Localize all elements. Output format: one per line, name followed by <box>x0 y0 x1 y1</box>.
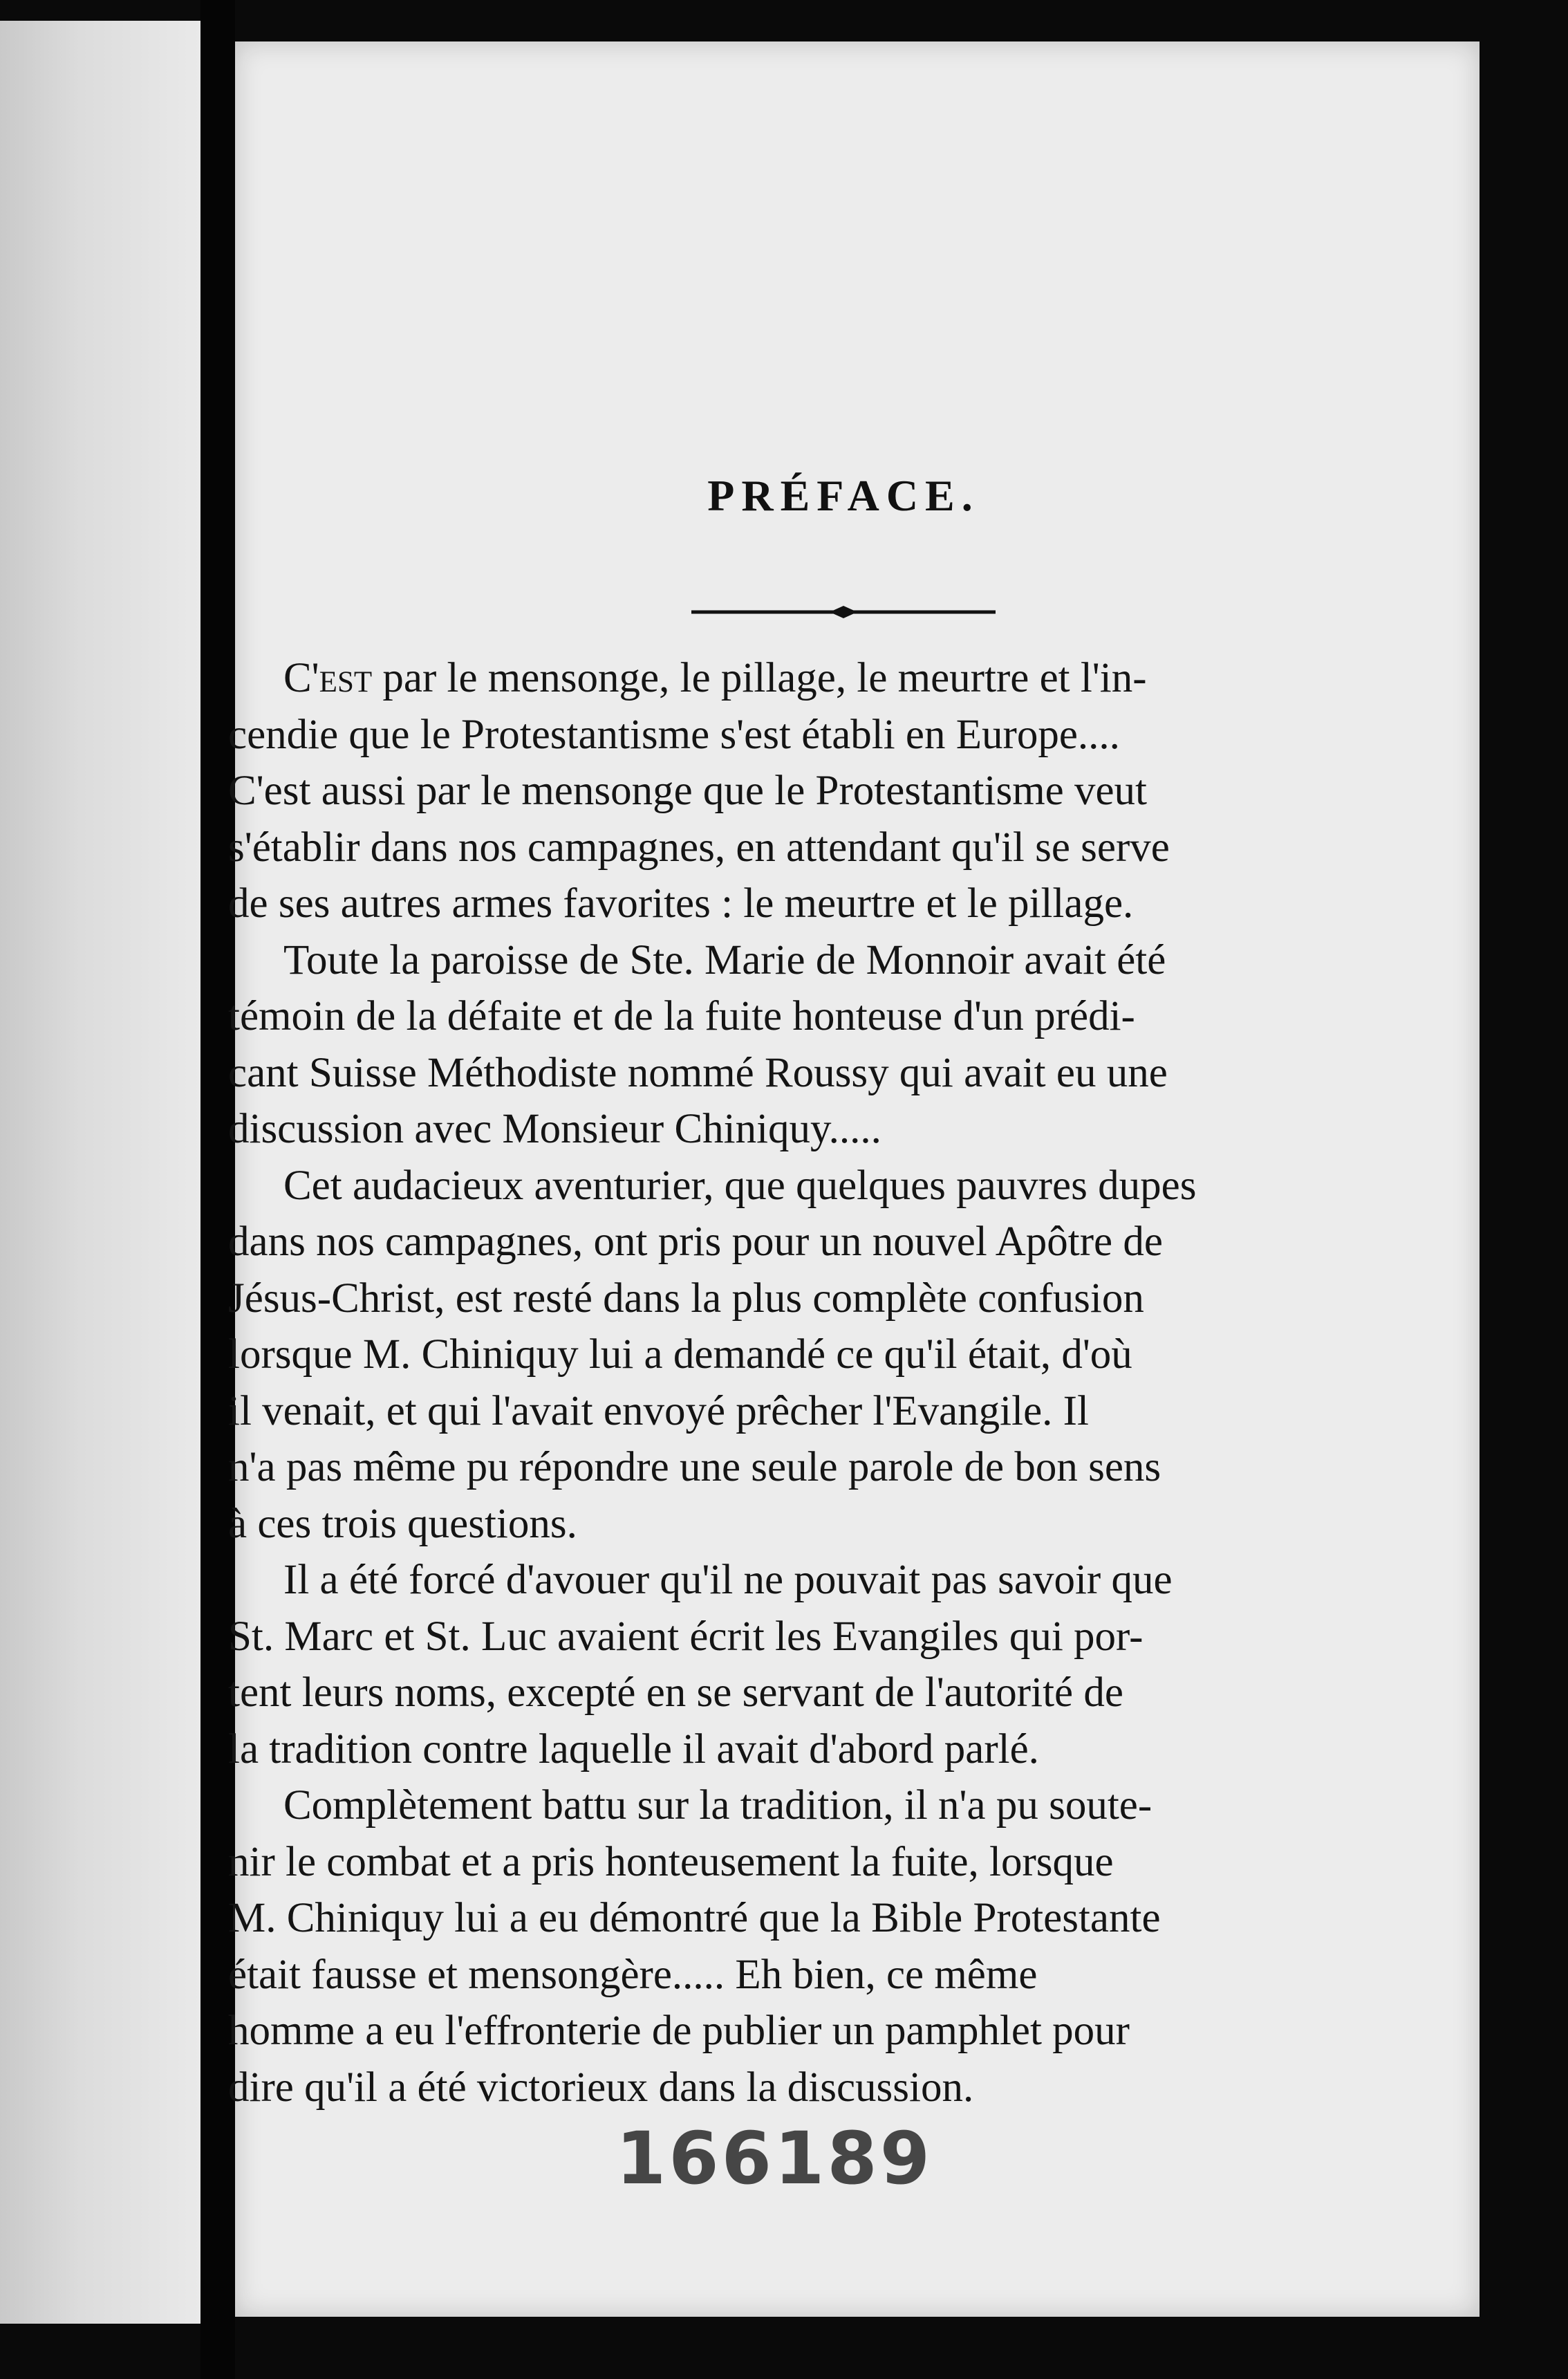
paragraph-line: de ses autres armes favorites : le meurtre et le pillage. <box>228 880 1134 927</box>
paragraph-line: homme a eu l'effronterie de publier un pamphlet pour <box>228 2008 1130 2054</box>
paragraph-line: la tradition contre laquelle il avait d'abord parlé. <box>228 1725 1039 1772</box>
title-ornament <box>691 602 996 622</box>
paragraph-2 <box>228 932 1334 1158</box>
page-title: PRÉFACE. <box>707 471 980 520</box>
paragraph-line: témoin de la défaite et de la fuite honteuse d'un prédi- <box>228 993 1135 1039</box>
paragraph-1 <box>228 650 1334 932</box>
paragraph-line: lorsque M. Chiniquy lui a demandé ce qu'il était, d'où <box>228 1331 1132 1378</box>
paragraph-line: Il a été forcé d'avouer qu'il ne pouvait pas savoir que <box>283 1557 1173 1603</box>
drop-lead-word: C'est <box>283 655 373 701</box>
paragraph-line: tent leurs noms, excepté en se servant de l'autorité de <box>228 1669 1123 1716</box>
paragraph-line: il venait, et qui l'avait envoyé prêcher l'Evangile. Il <box>228 1387 1089 1434</box>
book-page <box>228 41 1480 2317</box>
paragraph-line: cant Suisse Méthodiste nommé Roussy qui avait eu une <box>228 1049 1168 1096</box>
paragraph-line: dire qu'il a été victorieux dans la discussion. <box>228 2064 974 2111</box>
paragraph-line: Complètement battu sur la tradition, il n'a pu soute- <box>283 1782 1152 1829</box>
paragraph-line: M. Chiniquy lui a eu démontré que la Bible Protestante <box>228 1895 1161 1941</box>
preface-text <box>228 650 1334 2116</box>
paragraph-5 <box>228 1777 1334 2116</box>
paragraph-line: Jésus-Christ, est resté dans la plus complète confusion <box>228 1275 1144 1322</box>
paragraph-3 <box>228 1158 1334 1553</box>
library-stamp-number: 166189 <box>615 2116 933 2201</box>
paragraph-line: C'est aussi par le mensonge que le Protestantisme veut <box>228 768 1147 814</box>
paragraph-line: cendie que le Protestantisme s'est établi en Europe.... <box>228 711 1120 758</box>
paragraph-line: à ces trois questions. <box>228 1500 577 1547</box>
paragraph-line: s'établir dans nos campagnes, en attendant qu'il se serve <box>228 824 1170 871</box>
paragraph-line: Toute la paroisse de Ste. Marie de Monnoir avait été <box>283 936 1166 983</box>
facing-page-edge <box>0 21 200 2324</box>
paragraph-line: St. Marc et St. Luc avaient écrit les Evangiles qui por- <box>228 1613 1144 1660</box>
paragraph-line: nir le combat et a pris honteusement la fuite, lorsque <box>228 1838 1114 1885</box>
paragraph-line: discussion avec Monsieur Chiniquy..... <box>228 1106 881 1152</box>
paragraph-line: dans nos campagnes, ont pris pour un nouvel Apôtre de <box>228 1219 1163 1265</box>
paragraph-4 <box>228 1552 1334 1777</box>
paragraph-line: Cet audacieux aventurier, que quelques pauvres dupes <box>283 1162 1197 1209</box>
paragraph-line: était fausse et mensongère..... Eh bien, ce même <box>228 1951 1038 1998</box>
paragraph-line: n'a pas même pu répondre une seule parole de bon sens <box>228 1444 1161 1490</box>
paragraph-line: C'est par le mensonge, le pillage, le meurtre et l'in- <box>283 655 1147 701</box>
